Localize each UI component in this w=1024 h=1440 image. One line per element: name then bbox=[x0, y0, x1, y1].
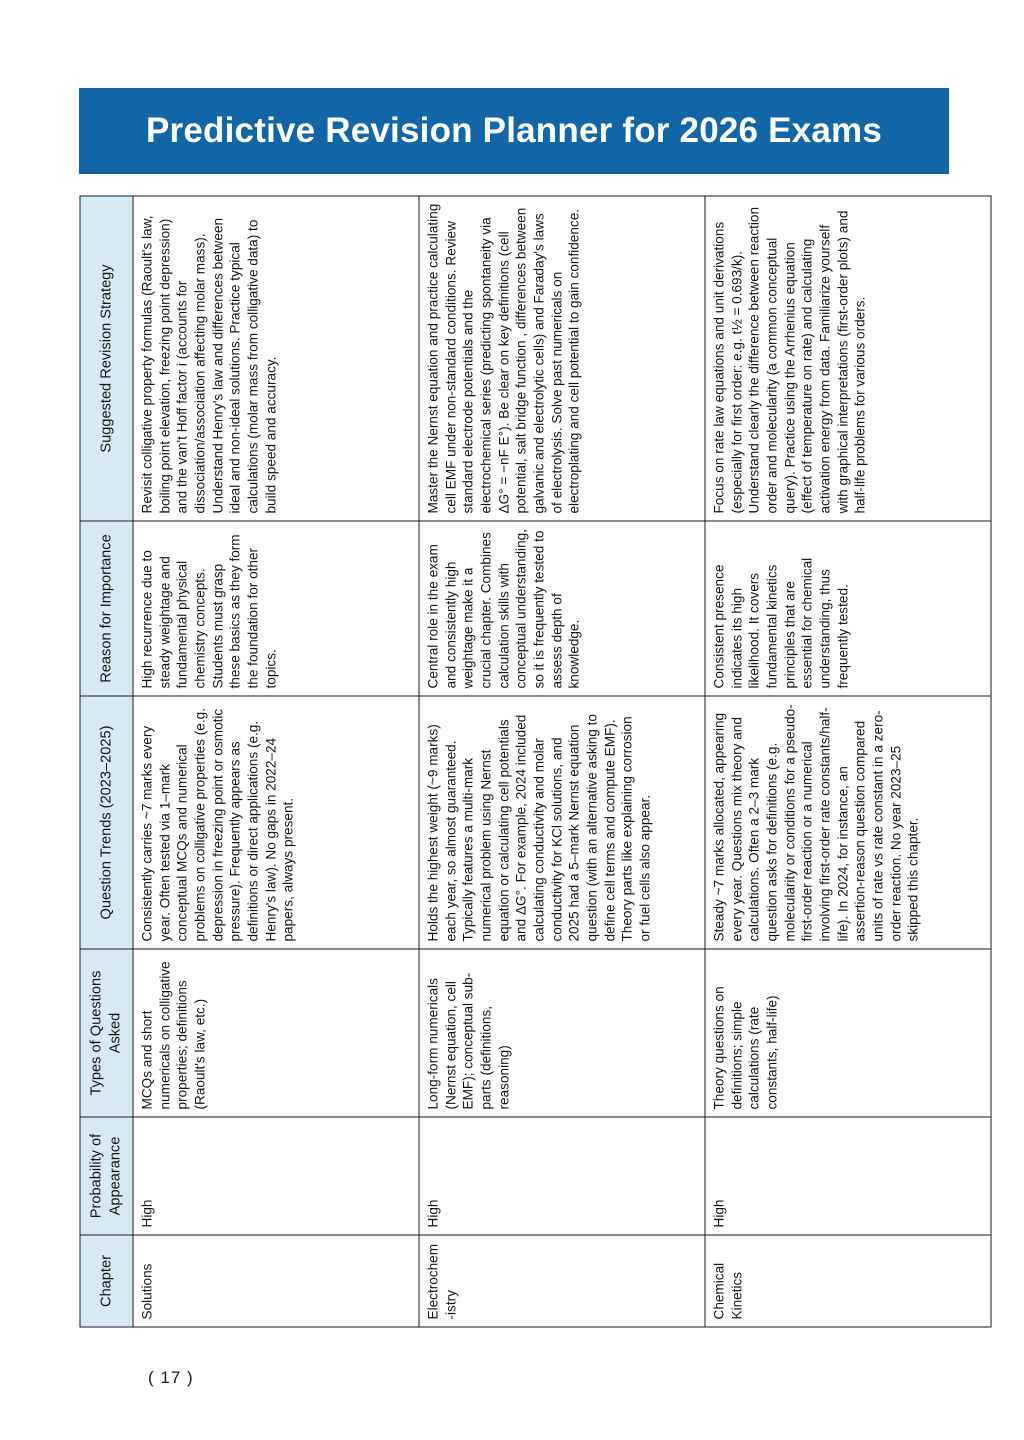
table-header-row bbox=[80, 196, 133, 1327]
table-row bbox=[133, 196, 419, 1327]
column-header-reason: Reason for Importance bbox=[80, 521, 133, 696]
cell-types: Long-form numericals (Nernst equation, cell EMF); conceptual sub-parts (definitions, reasoning) bbox=[419, 949, 705, 1117]
cell-probability: High bbox=[705, 1117, 991, 1235]
column-header-chapter: Chapter bbox=[80, 1235, 133, 1327]
planner-table-rotation-layer bbox=[79, 196, 938, 1327]
planner-table bbox=[79, 195, 991, 1327]
cell-chapter: Chemical Kinetics bbox=[705, 1235, 991, 1327]
cell-reason: Consistent presence indicates its high likelihood. It covers fundamental kinetics principles that are essential for chemical understanding, thus frequently tested. bbox=[705, 521, 991, 696]
table-row bbox=[419, 196, 705, 1327]
cell-chapter: Electrochem-istry bbox=[419, 1235, 705, 1327]
cell-types: MCQs and short numericals on colligative properties; definitions (Raoult's law, etc.) bbox=[133, 949, 419, 1117]
column-header-strategy: Suggested Revision Strategy bbox=[80, 196, 133, 521]
cell-probability: High bbox=[133, 1117, 419, 1235]
cell-trends: Steady ~7 marks allocated, appearing every year. Questions mix theory and calculations. Often a 2–3 mark question asks for definitions (e.g. molecularity or conditions for a pseudo-first-order reaction or a numerical involving first-order rate constants/half-life). In 2024, for instance, an assertion-reason question compared units of rate vs rate constant in a zero-order reaction. No year 2023–25 skipped this chapter. bbox=[705, 696, 991, 949]
planner-table-container bbox=[79, 196, 938, 1327]
cell-strategy: Revisit colligative property formulas (Raoult's law, boiling point elevation, freezing point depression) and the van't Hoff factor i (accounts for dissociation/association affecting molar mass). Understand Henry's law and differences between ideal and non-ideal solutions. Practice typical calculations (molar mass from colligative data) to build speed and accuracy. bbox=[133, 196, 419, 521]
column-header-trends: Question Trends (2023–2025) bbox=[80, 696, 133, 949]
cell-types: Theory questions on definitions; simple calculations (rate constants, half-life) bbox=[705, 949, 991, 1117]
cell-strategy: Master the Nernst equation and practice calculating cell EMF under non-standard conditions. Review standard electrode potentials and the electrochemical series (predicting spontaneity via ΔG° = −nF E°). Be clear on key definitions (cell potential, salt bridge function , differences between galvanic and electrolytic cells) and Faraday's laws of electrolysis. Solve past numericals on electroplating and cell potential to gain confidence. bbox=[419, 196, 705, 521]
page-title-banner bbox=[79, 88, 949, 174]
cell-reason: Central role in the exam and consistently high weightage make it a crucial chapter. Combines calculation skills with conceptual understanding, so it is frequently tested to assess depth of knowledge. bbox=[419, 521, 705, 696]
table-row bbox=[705, 196, 991, 1327]
cell-trends: Consistently carries ~7 marks every year. Often tested via 1–mark conceptual MCQs and numerical problems on colligative properties (e.g. depression in freezing point or osmotic pressure). Frequently appears as definitions or direct applications (e.g. Henry's law). No gaps in 2022–24 papers, always present. bbox=[133, 696, 419, 949]
cell-trends: Holds the highest weight (~9 marks) each year, so almost guaranteed. Typically features a multi-mark numerical problem using Nernst equation or calculating cell potentials and ΔG°. For example, 2024 included calculating conductivity and molar conductivity for KCl solutions, and 2025 had a 5–mark Nernst equation question (with an alternative asking to define cell terms and compute EMF). Theory parts like explaining corrosion or fuel cells also appear. bbox=[419, 696, 705, 949]
page-title: Predictive Revision Planner for 2026 Exams bbox=[146, 111, 882, 150]
cell-probability: High bbox=[419, 1117, 705, 1235]
column-header-types: Types of Questions Asked bbox=[80, 949, 133, 1117]
column-header-probability: Probability of Appearance bbox=[80, 1117, 133, 1235]
cell-chapter: Solutions bbox=[133, 1235, 419, 1327]
cell-reason: High recurrence due to steady weightage and fundamental physical chemistry concepts. Students must grasp these basics as they form the foundation for other topics. bbox=[133, 521, 419, 696]
cell-strategy: Focus on rate law equations and unit derivations (especially for first order: e.g. t½ = 0.693/k). Understand clearly the difference between reaction order and molecularity (a common conceptual query). Practice using the Arrhenius equation (effect of temperature on rate) and calculating activation energy from data. Familiarize yourself with graphical interpretations (first-order plots) and half-life problems for various orders. bbox=[705, 196, 991, 521]
page-number: ( 17 ) bbox=[148, 1368, 194, 1387]
